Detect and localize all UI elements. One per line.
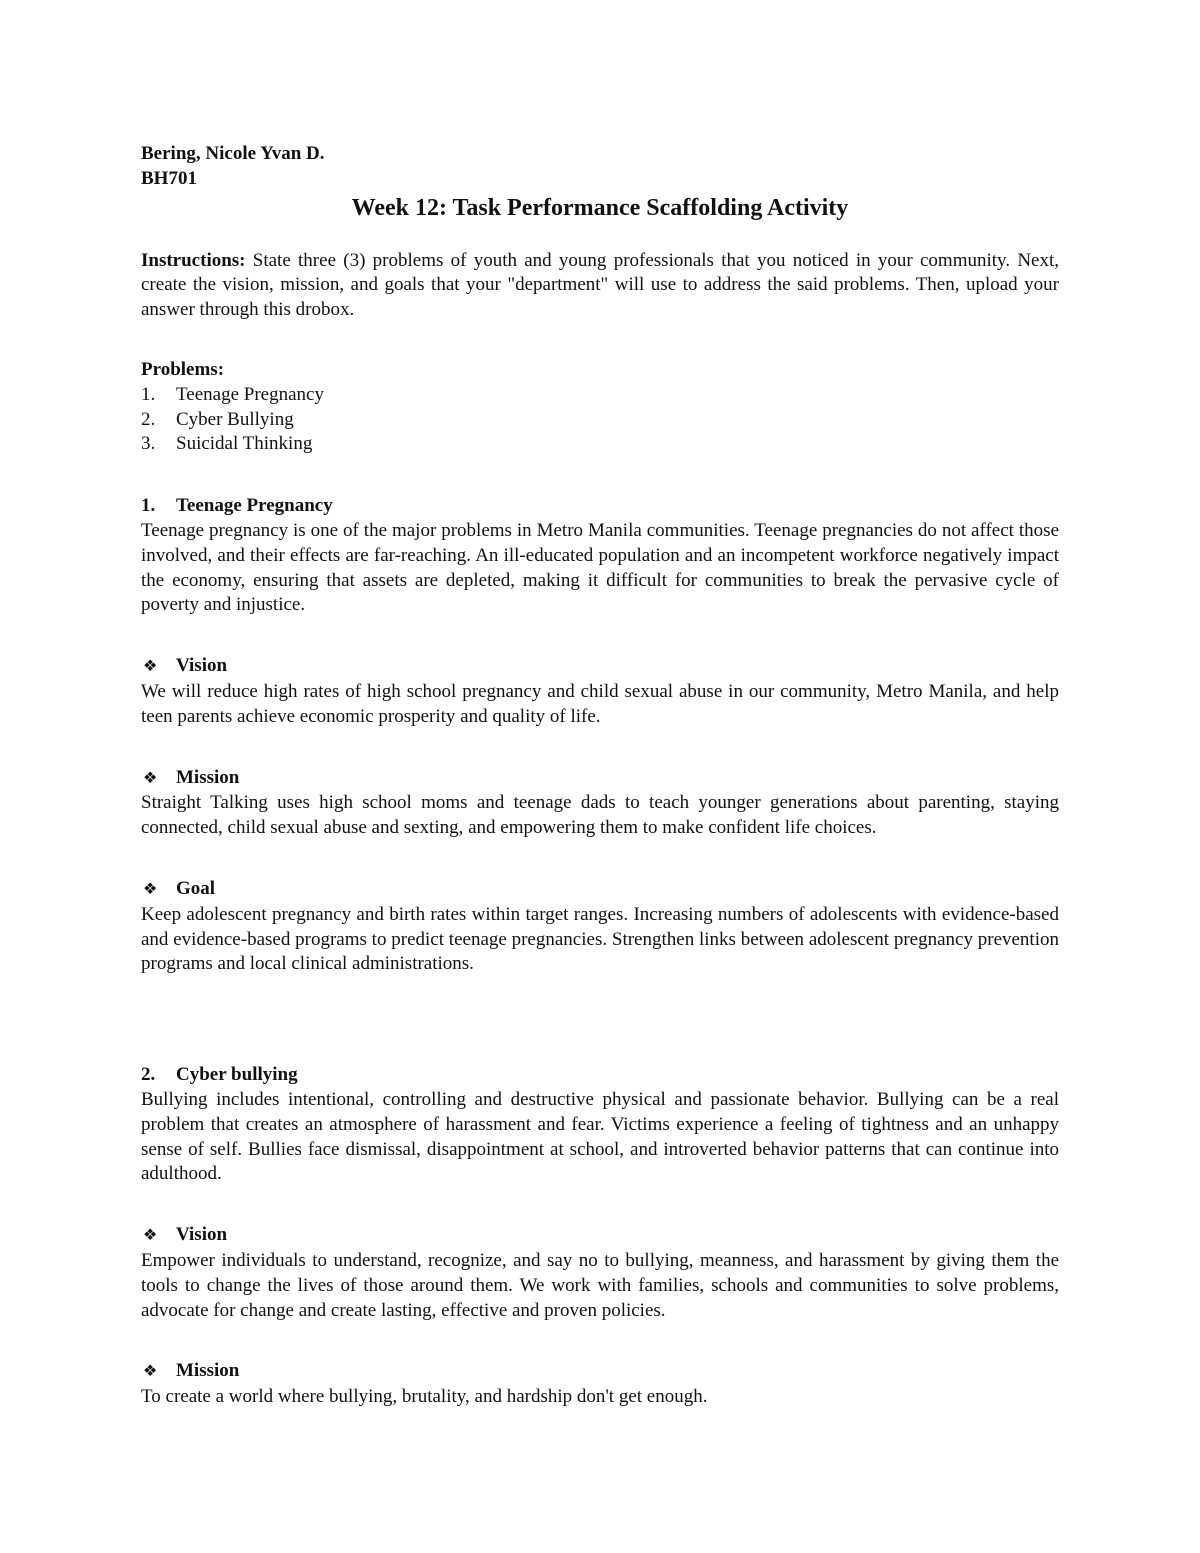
section-heading xyxy=(141,1063,1059,1088)
document-page xyxy=(141,142,1059,1410)
mission-text: To create a world where bullying, brutality, and hardship don't get enough. xyxy=(141,1386,708,1408)
vision-label: Vision xyxy=(176,655,228,677)
vision-label: Vision xyxy=(176,1224,228,1246)
diamond-bullet-icon: ❖ xyxy=(143,1227,158,1245)
diamond-bullet-icon: ❖ xyxy=(143,769,158,787)
vision-text: Empower individuals to understand, recognize, and say no to bullying, meanness, and harassment by giving them the tools to change the lives of those around them. We work with families, schools and communities to solve problems, advocate for change and create lasting, effective and proven policies. xyxy=(141,1249,1059,1321)
section-body: Teenage pregnancy is one of the major problems in Metro Manila communities. Teenage pregnancies do not affect those involved, and their effects are far-reaching. An ill-educated population and an incompetent workforce negatively impact the economy, ensuring that assets are depleted, making it difficult for communities to break the pervasive cycle of poverty and injustice. xyxy=(141,519,1059,616)
section-body: Bullying includes intentional, controlling and destructive physical and passionate behavior. Bullying can be a real problem that creates an atmosphere of harassment and fear. Victims experience a feeling of tightness and an unhappy sense of self. Bullies face dismissal, disappointment at school, and introverted behavior patterns that can continue into adulthood. xyxy=(141,1088,1059,1185)
instructions-label: Instructions: xyxy=(141,249,246,271)
goal-text: Keep adolescent pregnancy and birth rates within target ranges. Increasing numbers of adolescents with evidence-based and evidence-based programs to predict teenage pregnancies. Strengthen links between adolescent pregnancy prevention programs and local clinical administrations. xyxy=(141,903,1059,975)
diamond-bullet-icon: ❖ xyxy=(143,880,158,898)
section-title: Cyber bullying xyxy=(176,1064,298,1086)
list-item xyxy=(141,432,1059,457)
mission-label: Mission xyxy=(176,1360,240,1382)
vision-text: We will reduce high rates of high school pregnancy and child sexual abuse in our community, Metro Manila, and help teen parents achieve economic prosperity and quality of life. xyxy=(141,680,1059,727)
student-section: BH701 xyxy=(141,167,197,189)
section-heading xyxy=(141,494,1059,519)
vision-heading xyxy=(141,654,1059,680)
section-title: Teenage Pregnancy xyxy=(176,495,333,517)
mission-heading xyxy=(141,766,1059,792)
mission-label: Mission xyxy=(176,766,240,788)
mission-heading xyxy=(141,1359,1059,1385)
section-teenage-pregnancy xyxy=(141,494,1059,977)
page-title: Week 12: Task Performance Scaffolding Activity xyxy=(351,194,849,221)
problems-label: Problems: xyxy=(141,358,225,380)
list-number: 2. xyxy=(141,408,156,430)
vision-heading xyxy=(141,1223,1059,1249)
instructions-paragraph xyxy=(141,249,1059,323)
list-text: Teenage Pregnancy xyxy=(176,383,324,405)
instructions-text: State three (3) problems of youth and young professionals that you noticed in your community. Next, create the vision, mission, and goals that your "department" will use to address the said problems. Then, upload your answer through this drobox. xyxy=(141,249,1060,321)
goal-label: Goal xyxy=(176,877,216,899)
goal-heading xyxy=(141,877,1059,903)
section-number: 2. xyxy=(141,1064,156,1086)
section-cyber-bullying xyxy=(141,1063,1059,1410)
mission-text: Straight Talking uses high school moms and teenage dads to teach younger generations about parenting, staying connected, child sexual abuse and sexting, and empowering them to make confident life choices. xyxy=(141,792,1059,839)
list-number: 3. xyxy=(141,433,156,455)
diamond-bullet-icon: ❖ xyxy=(143,1363,158,1381)
list-text: Cyber Bullying xyxy=(176,408,294,430)
list-text: Suicidal Thinking xyxy=(176,433,313,455)
student-name: Bering, Nicole Yvan D. xyxy=(141,143,325,164)
diamond-bullet-icon: ❖ xyxy=(143,658,158,676)
problems-list xyxy=(141,383,1059,457)
list-number: 1. xyxy=(141,383,156,405)
section-number: 1. xyxy=(141,495,156,517)
list-item xyxy=(141,383,1059,408)
list-item xyxy=(141,408,1059,433)
